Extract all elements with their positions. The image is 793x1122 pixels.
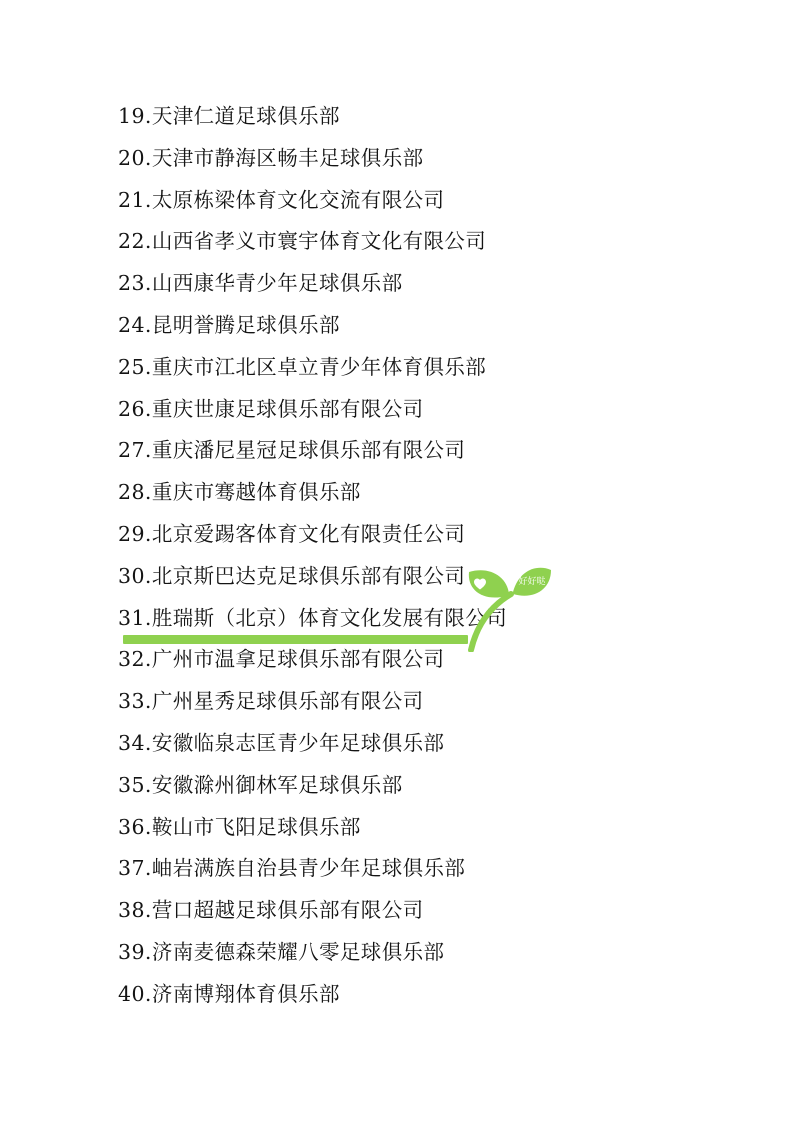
list-item-number: 32.: [118, 647, 152, 672]
list-item-number: 29.: [118, 521, 152, 546]
list-item: [118, 723, 678, 765]
list-item-number: 40.: [118, 981, 152, 1006]
list-item-number: 37.: [118, 856, 152, 881]
list-item-number: 30.: [118, 563, 152, 588]
list-item-text: 营口超越足球俱乐部有限公司: [151, 898, 424, 923]
list-item: [118, 472, 678, 514]
list-item: [118, 347, 678, 389]
list-item: [118, 138, 678, 180]
list-item-number: 24.: [118, 312, 152, 337]
list-item: [118, 263, 678, 305]
list-item: [118, 221, 678, 263]
list-item: [118, 974, 678, 1016]
list-item-number: 34.: [118, 730, 152, 755]
list-item: [118, 556, 678, 598]
list-item: [118, 598, 678, 640]
list-item-number: 38.: [118, 898, 152, 923]
list-item-number: 35.: [118, 772, 152, 797]
list-item: [118, 890, 678, 932]
list-item-text: 济南麦德森荣耀八零足球俱乐部: [151, 939, 445, 964]
list-item-number: 28.: [118, 480, 152, 505]
list-item: [118, 180, 678, 222]
list-item: [118, 305, 678, 347]
list-item: [118, 765, 678, 807]
list-item-text: 昆明誉腾足球俱乐部: [151, 312, 340, 337]
list-item-text: 重庆世康足球俱乐部有限公司: [151, 396, 424, 421]
list-item-number: 19.: [118, 104, 152, 128]
list-item-text: 重庆市骞越体育俱乐部: [151, 480, 361, 505]
list-item: [118, 932, 678, 974]
list-item-text: 山西省孝义市寰宇体育文化有限公司: [151, 229, 487, 254]
numbered-list: [118, 96, 678, 1016]
list-item-number: 23.: [118, 271, 152, 296]
list-item-text: 安徽滁州御林军足球俱乐部: [151, 772, 403, 797]
list-item-number: 21.: [118, 187, 152, 212]
list-item: [118, 430, 678, 472]
list-item-number: 22.: [118, 229, 152, 254]
list-item-text: 广州市温拿足球俱乐部有限公司: [151, 647, 445, 672]
list-item: [118, 96, 678, 138]
list-item-text: 天津仁道足球俱乐部: [151, 104, 340, 128]
list-item-text: 重庆市江北区卓立青少年体育俱乐部: [151, 354, 487, 379]
list-item-text: 山西康华青少年足球俱乐部: [151, 271, 403, 296]
list-item-text: 太原栋梁体育文化交流有限公司: [151, 187, 445, 212]
list-item: [118, 639, 678, 681]
list-item-number: 33.: [118, 689, 152, 714]
list-item-number: 36.: [118, 814, 152, 839]
sprout-leaf-icon: [463, 562, 553, 652]
list-item: [118, 848, 678, 890]
list-item-text: 天津市静海区畅丰足球俱乐部: [151, 145, 424, 170]
list-item: [118, 807, 678, 849]
list-item-text: 鞍山市飞阳足球俱乐部: [151, 814, 361, 839]
list-item-text: 岫岩满族自治县青少年足球俱乐部: [151, 856, 466, 881]
list-item-text: 北京爱踢客体育文化有限责任公司: [151, 521, 466, 546]
list-item-highlighted: [118, 514, 678, 556]
list-item: [118, 681, 678, 723]
list-item: [118, 389, 678, 431]
list-item-text: 重庆潘尼星冠足球俱乐部有限公司: [151, 438, 466, 463]
list-item-number: 26.: [118, 396, 152, 421]
list-item-number: 39.: [118, 939, 152, 964]
sprout-badge-text: 好好哒: [518, 577, 546, 587]
list-item-text: 安徽临泉志匡青少年足球俱乐部: [151, 730, 445, 755]
list-item-text: 胜瑞斯（北京）体育文化发展有限公司: [151, 605, 508, 630]
list-item-number: 27.: [118, 438, 152, 463]
list-item-number: 25.: [118, 354, 152, 379]
list-item-text: 济南博翔体育俱乐部: [151, 981, 340, 1006]
list-item-number: 31.: [118, 605, 152, 630]
list-item-text: 广州星秀足球俱乐部有限公司: [151, 689, 424, 714]
list-item-text: 北京斯巴达克足球俱乐部有限公司: [151, 563, 466, 588]
list-item-number: 20.: [118, 145, 152, 170]
green-highlight-marker: [123, 635, 468, 644]
